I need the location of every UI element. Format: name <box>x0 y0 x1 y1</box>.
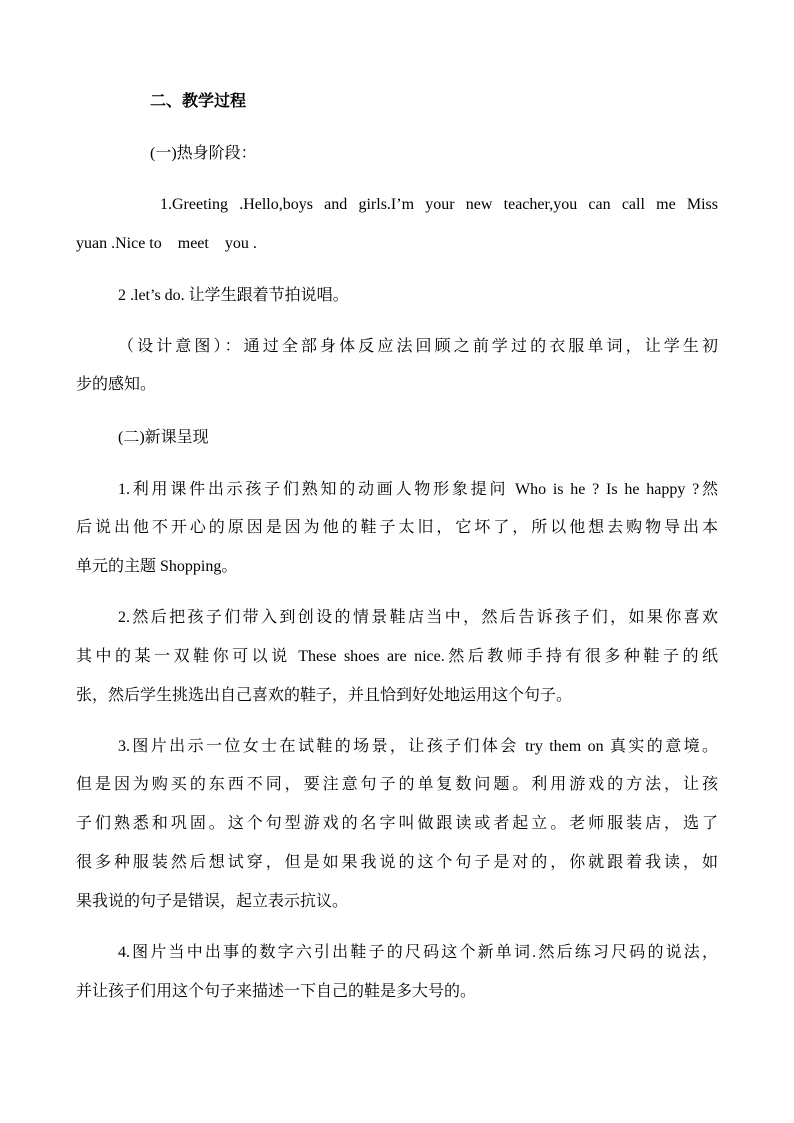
warmup-item-1-line-1: 1.Greeting .Hello,boys and girls.I’m your new teacher,you can call me Miss <box>160 196 718 213</box>
paragraph-2-line-1: 2.然后把孩子们带入到创设的情景鞋店当中，然后告诉孩子们，如果你喜欢 <box>118 609 718 626</box>
paragraph-3-line-4: 很多种服装然后想试穿，但是如果我说的这个句子是对的，你就跟着我读，如 <box>76 854 718 871</box>
design-intent-line-2: 步的感知。 <box>76 376 157 393</box>
paragraph-2-line-3: 张，然后学生挑选出自己喜欢的鞋子，并且恰到好处地运用这个句子。 <box>76 687 573 704</box>
paragraph-3-line-1: 3.图片出示一位女士在试鞋的场景，让孩子们体会 try them on 真实的意境。 <box>118 738 718 755</box>
paragraph-3-line-5: 果我说的句子是错误，起立表示抗议。 <box>76 893 349 910</box>
paragraph-2-line-2: 其中的某一双鞋你可以说 These shoes are nice.然后教师手持有很多种鞋子的纸 <box>76 648 718 665</box>
warmup-item-2: 2 .let’s do. 让学生跟着节拍说唱。 <box>118 287 349 304</box>
warmup-item-1-line-2: yuan .Nice to meet you . <box>76 235 257 252</box>
section-title: 二、教学过程 <box>150 93 247 110</box>
paragraph-3-line-2: 但是因为购买的东西不同，要注意句子的单复数问题。利用游戏的方法，让孩 <box>76 776 718 793</box>
warmup-heading: (一)热身阶段： <box>150 145 257 162</box>
paragraph-1-line-3: 单元的主题 Shopping。 <box>76 558 238 575</box>
design-intent-line-1: （设计意图）：通过全部身体反应法回顾之前学过的衣服单词，让学生初 <box>118 338 718 355</box>
paragraph-4-line-1: 4.图片当中出事的数字六引出鞋子的尺码这个新单词.然后练习尺码的说法， <box>118 944 718 961</box>
paragraph-4-line-2: 并让孩子们用这个句子来描述一下自己的鞋是多大号的。 <box>76 983 477 1000</box>
presentation-heading: (二)新课呈现 <box>118 429 209 446</box>
paragraph-3-line-3: 子们熟悉和巩固。这个句型游戏的名字叫做跟读或者起立。老师服装店，选了 <box>76 815 718 832</box>
paragraph-1-line-2: 后说出他不开心的原因是因为他的鞋子太旧，它坏了，所以他想去购物导出本 <box>76 519 718 536</box>
paragraph-1-line-1: 1.利用课件出示孩子们熟知的动画人物形象提问 Who is he ? Is he happy ?然 <box>118 481 718 498</box>
